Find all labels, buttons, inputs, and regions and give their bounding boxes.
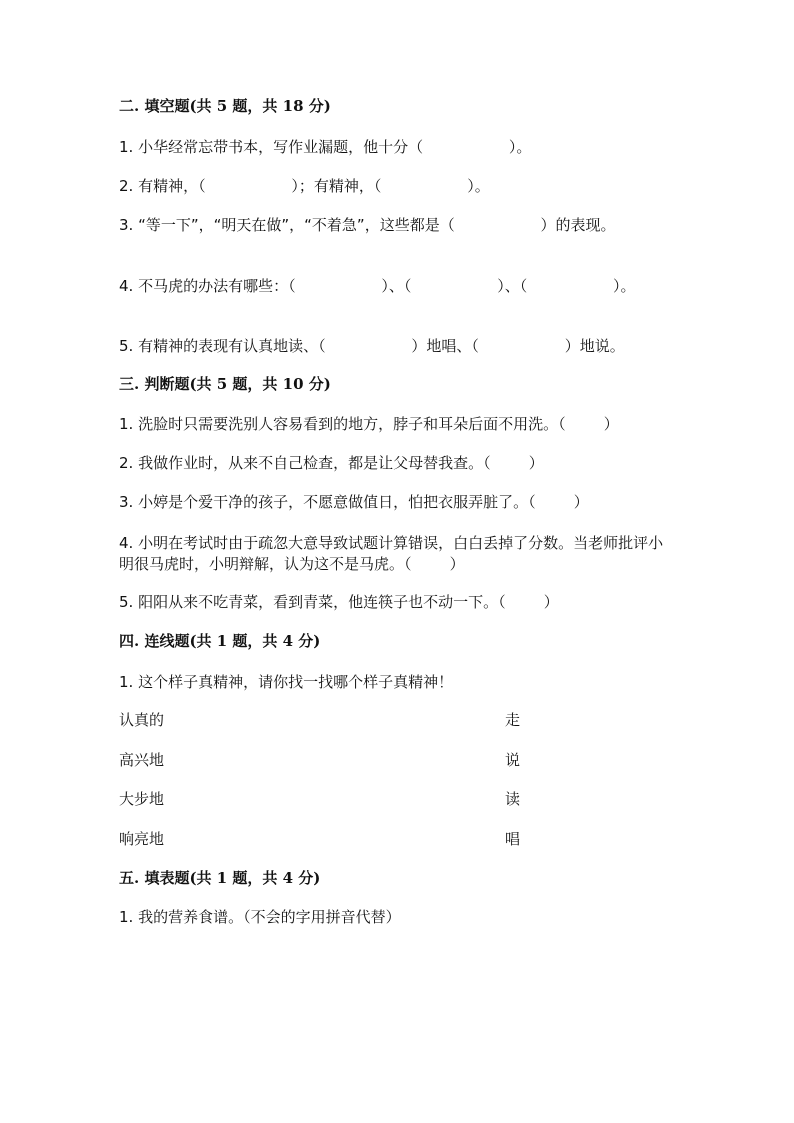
question-match-1: 1. 这个样子真精神，请你找一找哪个样子真精神！ (119, 673, 454, 691)
match-right-item: 说 (505, 751, 521, 769)
question-tf-3: 3. 小婷是个爱干净的孩子，不愿意做值日，怕把衣服弄脏了。（ ） (119, 493, 589, 511)
section-heading-table-fill: 五. 填表题(共 1 题，共 4 分) (119, 869, 321, 887)
match-row (119, 710, 559, 731)
question-fill-4: 4. 不马虎的办法有哪些：（ ）、（ ）、（ ）。 (119, 277, 636, 295)
section-heading-fill-blank: 二. 填空题(共 5 题，共 18 分) (119, 97, 331, 115)
match-left-item: 高兴地 (119, 751, 165, 769)
question-fill-3: 3. “等一下”，“明天在做”，“不着急”，这些都是（ ）的表现。 (119, 216, 616, 234)
match-row (119, 750, 559, 771)
match-row (119, 789, 559, 810)
question-table-1: 1. 我的营养食谱。（不会的字用拼音代替） (119, 908, 401, 926)
question-fill-5: 5. 有精神的表现有认真地读、（ ）地唱、（ ）地说。 (119, 337, 625, 355)
match-right-item: 唱 (505, 830, 521, 848)
match-right-item: 读 (505, 790, 521, 808)
question-tf-2: 2. 我做作业时，从来不自己检查，都是让父母替我查。（ ） (119, 454, 544, 472)
section-heading-true-false: 三. 判断题(共 5 题，共 10 分) (119, 375, 331, 393)
question-tf-1: 1. 洗脸时只需要洗别人容易看到的地方，脖子和耳朵后面不用洗。（ ） (119, 415, 619, 433)
match-row (119, 829, 559, 850)
match-right-item: 走 (505, 711, 521, 729)
question-fill-1: 1. 小华经常忘带书本，写作业漏题，他十分（ ）。 (119, 138, 532, 156)
match-left-item: 认真的 (119, 711, 165, 729)
question-tf-5: 5. 阳阳从来不吃青菜，看到青菜，他连筷子也不动一下。（ ） (119, 593, 559, 611)
question-fill-2: 2. 有精神，（ ）；有精神，（ ）。 (119, 177, 490, 195)
section-heading-matching: 四. 连线题(共 1 题，共 4 分) (119, 632, 321, 650)
match-left-item: 响亮地 (119, 830, 165, 848)
question-tf-4: 4. 小明在考试时由于疏忽大意导致试题计算错误，白白丢掉了分数。当老师批评小明很马虎时，小明辩解，认为这不是马虎。（ ） (119, 534, 664, 573)
match-left-item: 大步地 (119, 790, 165, 808)
